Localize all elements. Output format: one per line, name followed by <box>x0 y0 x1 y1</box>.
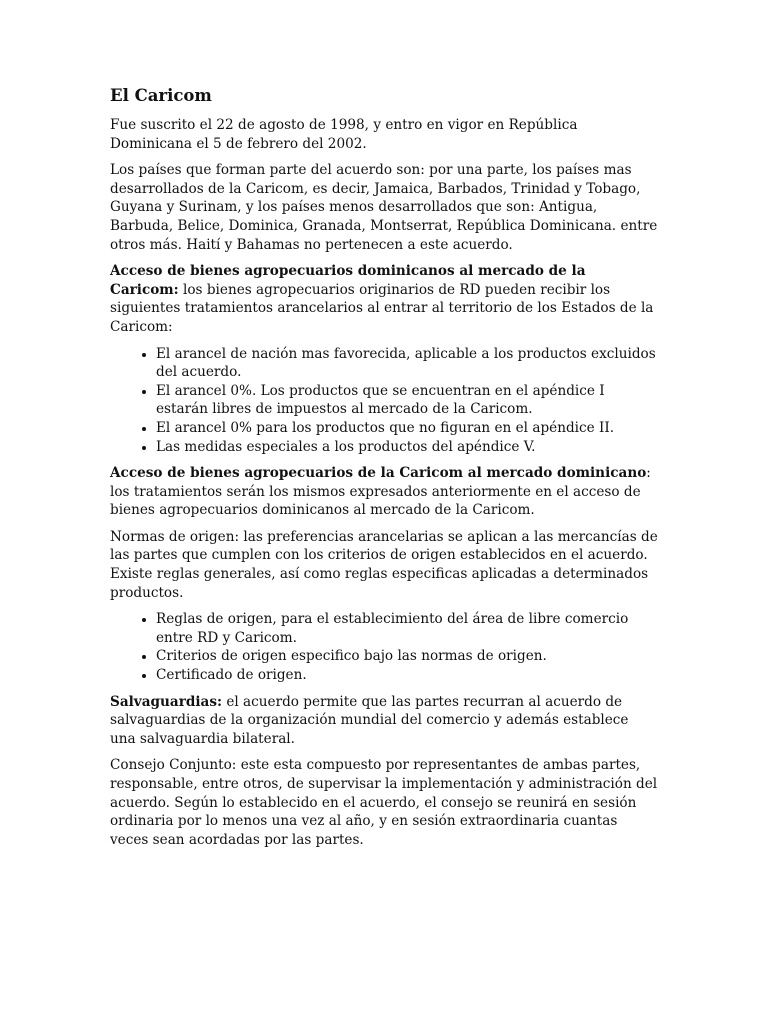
caricom-access-paragraph <box>110 464 658 520</box>
document-page <box>110 86 658 857</box>
dominican-access-heading: Acceso de bienes agropecuarios dominicanos al mercado de la Caricom: <box>110 263 586 298</box>
list-item: • Certificado de origen. <box>156 666 658 685</box>
caricom-access-text: : los tratamientos serán los mismos expresados anteriormente en el acceso de bienes agropecuarios dominicanos al mercado de la Caricom. <box>110 465 651 519</box>
rules-of-origin-list <box>110 610 658 684</box>
list-item: • El arancel de nación mas favorecida, aplicable a los productos excluidos del acuerdo. <box>156 345 658 382</box>
list-item: • Las medidas especiales a los productos del apéndice V. <box>156 438 658 457</box>
member-countries-paragraph: Los países que forman parte del acuerdo son: por una parte, los países mas desarrollados de la Caricom, es decir, Jamaica, Barbados, Trinidad y Tobago, Guyana y Surinam, y los países menos desarrollados que son: Antigua, Barbuda, Belice, Dominica, Granada, Montserrat, República Dominicana. entre otros más. Haití y Bahamas no pertenecen a este acuerdo. <box>110 162 658 253</box>
document-title: El Caricom <box>110 86 212 105</box>
dominican-access-paragraph <box>110 262 658 336</box>
intro-paragraph: Fue suscrito el 22 de agosto de 1998, y entro en vigor en República Dominicana el 5 de febrero del 2002. <box>110 117 578 152</box>
list-item: • Criterios de origen especifico bajo las normas de origen. <box>156 647 658 666</box>
list-item: • Reglas de origen, para el establecimiento del área de libre comercio entre RD y Caricom. <box>156 610 658 647</box>
safeguards-text: el acuerdo permite que las partes recurran al acuerdo de salvaguardias de la organización mundial del comercio y además establece una salvaguardia bilateral. <box>110 693 629 747</box>
dominican-access-text: los bienes agropecuarios originarios de RD pueden recibir los siguientes tratamientos arancelarios al entrar al territorio de los Estados de la Caricom: <box>110 281 654 335</box>
tariff-treatment-list <box>110 345 658 457</box>
caricom-access-heading: Acceso de bienes agropecuarios de la Caricom al mercado dominicano <box>110 465 647 482</box>
list-item: • El arancel 0% para los productos que no figuran en el apéndice II. <box>156 419 658 438</box>
safeguards-heading: Salvaguardias: <box>110 693 223 710</box>
list-item: • El arancel 0%. Los productos que se encuentran en el apéndice I estarán libres de impuestos al mercado de la Caricom. <box>156 382 658 419</box>
rules-of-origin-paragraph: Normas de origen: las preferencias arancelarias se aplican a las mercancías de las partes que cumplen con los criterios de origen establecidos en el acuerdo. Existe reglas generales, así como reglas especificas aplicadas a determinados productos. <box>110 528 658 601</box>
safeguards-paragraph <box>110 693 658 749</box>
joint-council-paragraph: Consejo Conjunto: este esta compuesto por representantes de ambas partes, responsable, entre otros, de supervisar la implementación y administración del acuerdo. Según lo establecido en el acuerdo, el consejo se reunirá en sesión ordinaria por lo menos una vez al año, y en sesión extraordinaria cuantas veces sean acordadas por las partes. <box>110 757 658 848</box>
